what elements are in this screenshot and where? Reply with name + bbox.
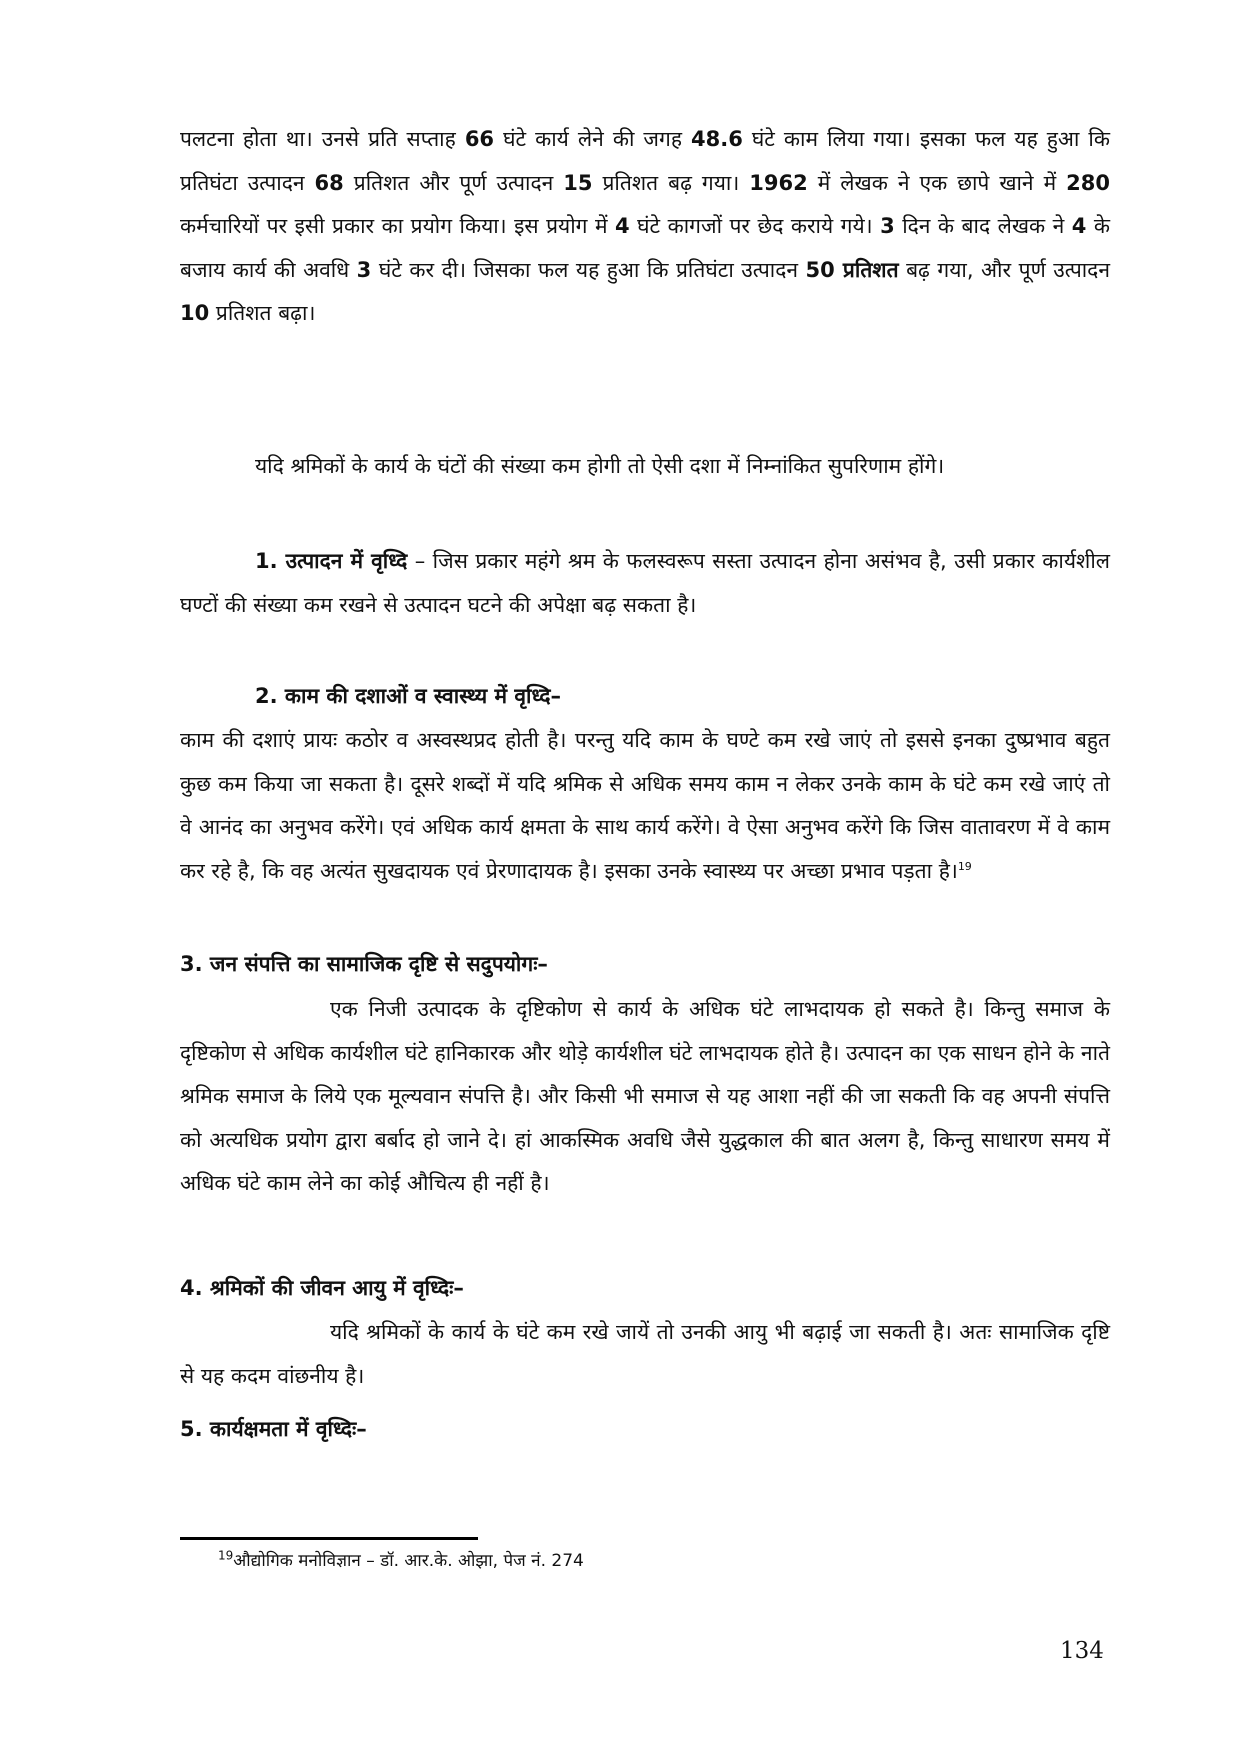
bold-number: 3 <box>356 257 372 282</box>
text-span: के बजाय कार्य की अवधि <box>180 214 1110 282</box>
bold-number: 4 <box>615 214 630 238</box>
section-heading-5: 5. कार्यक्षमता में वृध्दिः– <box>180 1417 367 1441</box>
bold-number: 50 प्रतिशत <box>805 257 899 282</box>
section-heading-1: 1. उत्पादन में वृध्दि <box>255 549 408 573</box>
page-number: 134 <box>1060 1638 1104 1664</box>
bold-number: 48.6 <box>691 127 743 151</box>
footnote-reference: 19 <box>957 859 972 873</box>
bold-number: 4 <box>1071 214 1087 238</box>
text-span: घंटे कागजों पर छेद कराये गये। <box>629 214 881 238</box>
footnote-text: औद्योगिक मनोविज्ञान – डॉ. आर.के. ओझा, पेज नं. 274 <box>233 1551 584 1571</box>
text-span: प्रतिशत बढ़ गया। <box>592 170 750 195</box>
section-heading-2: 2. काम की दशाओं व स्वास्थ्य में वृध्दि– <box>255 684 562 708</box>
text-span: कर्मचारियों पर इसी प्रकार का प्रयोग किया। इस प्रयोग में <box>180 214 616 238</box>
footnote <box>218 1548 584 1571</box>
bold-number: 10 <box>180 301 210 325</box>
text-span: घंटे कार्य लेने की जगह <box>494 127 692 151</box>
text-span: – जिस प्रकार महंगे श्रम के फलस्वरूप सस्ता उत्पादन होना असंभव है, उसी प्रकार कार्यशील घण्टों की संख्या कम रखने से उत्पादन घटने की अपेक्षा बढ़ सकता है। <box>180 549 1110 617</box>
text-span: घंटे कर दी। जिसका फल यह हुआ कि प्रतिघंटा उत्पादन <box>371 257 806 282</box>
text-span: बढ़ गया, और पूर्ण उत्पादन <box>898 257 1110 282</box>
section-heading-3: 3. जन संपत्ति का सामाजिक दृष्टि से सदुपयोगः– <box>180 952 548 976</box>
section-heading-4: 4. श्रमिकों की जीवन आयु में वृध्दिः– <box>180 1276 464 1300</box>
bold-number: 280 <box>1066 170 1110 195</box>
paragraph-life-expectancy: यदि श्रमिकों के कार्य के घंटे कम रखे जायें तो उनकी आयु भी बढ़ाई जा सकती है। अतः सामाजिक दृष्टि से यह कदम वांछनीय है। <box>180 1320 1110 1388</box>
text-span: पलटना होता था। उनसे प्रति सप्ताह <box>180 127 465 151</box>
text-span: में लेखक ने एक छापे खाने में <box>807 170 1067 195</box>
text-span: प्रतिशत बढ़ा। <box>209 301 316 325</box>
bold-number: 3 <box>880 214 895 238</box>
text-span: काम की दशाएं प्रायः कठोर व अस्वस्थप्रद होती है। परन्तु यदि काम के घण्टे कम रखे जाएं तो इससे इनका दुष्प्रभाव बहुत कुछ कम किया जा सकता है। दूसरे शब्दों में यदि श्रमिक से अधिक समय काम न लेकर उनके काम के घंटे कम रखे जाएं तो वे आनंद का अनुभव करेंगे। एवं अधिक कार्य क्षमता के साथ कार्य करेंगे। वे ऐसा अनुभव करेंगे कि जिस वातावरण में वे काम कर रहे है, कि वह अत्यंत सुखदायक एवं प्रेरणादायक है। इसका उनके स्वास्थ्य पर अच्छा प्रभाव पड़ता है। <box>180 728 1110 883</box>
text-span: दिन के बाद लेखक ने <box>894 214 1072 238</box>
footnote-divider <box>180 1537 478 1540</box>
paragraph-production-growth <box>180 540 1110 627</box>
text-span: घंटे काम लिया गया। इसका फल यह हुआ कि प्रतिघंटा उत्पादन <box>180 127 1110 195</box>
bold-number: 1962 <box>749 170 808 195</box>
paragraph-working-conditions <box>180 719 1110 893</box>
bold-number: 68 <box>314 170 344 195</box>
paragraph-intro-results: यदि श्रमिकों के कार्य के घंटों की संख्या कम होगी तो ऐसी दशा में निम्नांकित सुपरिणाम होंगे। <box>255 454 945 478</box>
text-span: प्रतिशत और पूर्ण उत्पादन <box>343 170 564 195</box>
bold-number: 66 <box>464 127 495 151</box>
footnote-number: 19 <box>218 1548 234 1563</box>
bold-number: 15 <box>563 170 593 195</box>
paragraph-social-use: एक निजी उत्पादक के दृष्टिकोण से कार्य के अधिक घंटे लाभदायक हो सकते है। किन्तु समाज के दृष्टिकोण से अधिक कार्यशील घंटे हानिकारक और थोड़े कार्यशील घंटे लाभदायक होते है। उत्पादन का एक साधन होने के नाते श्रमिक समाज के लिये एक मूल्यवान संपत्ति है। और किसी भी समाज से यह आशा नहीं की जा सकती कि वह अपनी संपत्ति को अत्यधिक प्रयोग द्वारा बर्बाद हो जाने दे। हां आकस्मिक अवधि जैसे युद्धकाल की बात अलग है, किन्तु साधारण समय में अधिक घंटे काम लेने का कोई औचित्य ही नहीं है। <box>180 997 1110 1195</box>
paragraph-experiment-results <box>180 118 1110 336</box>
